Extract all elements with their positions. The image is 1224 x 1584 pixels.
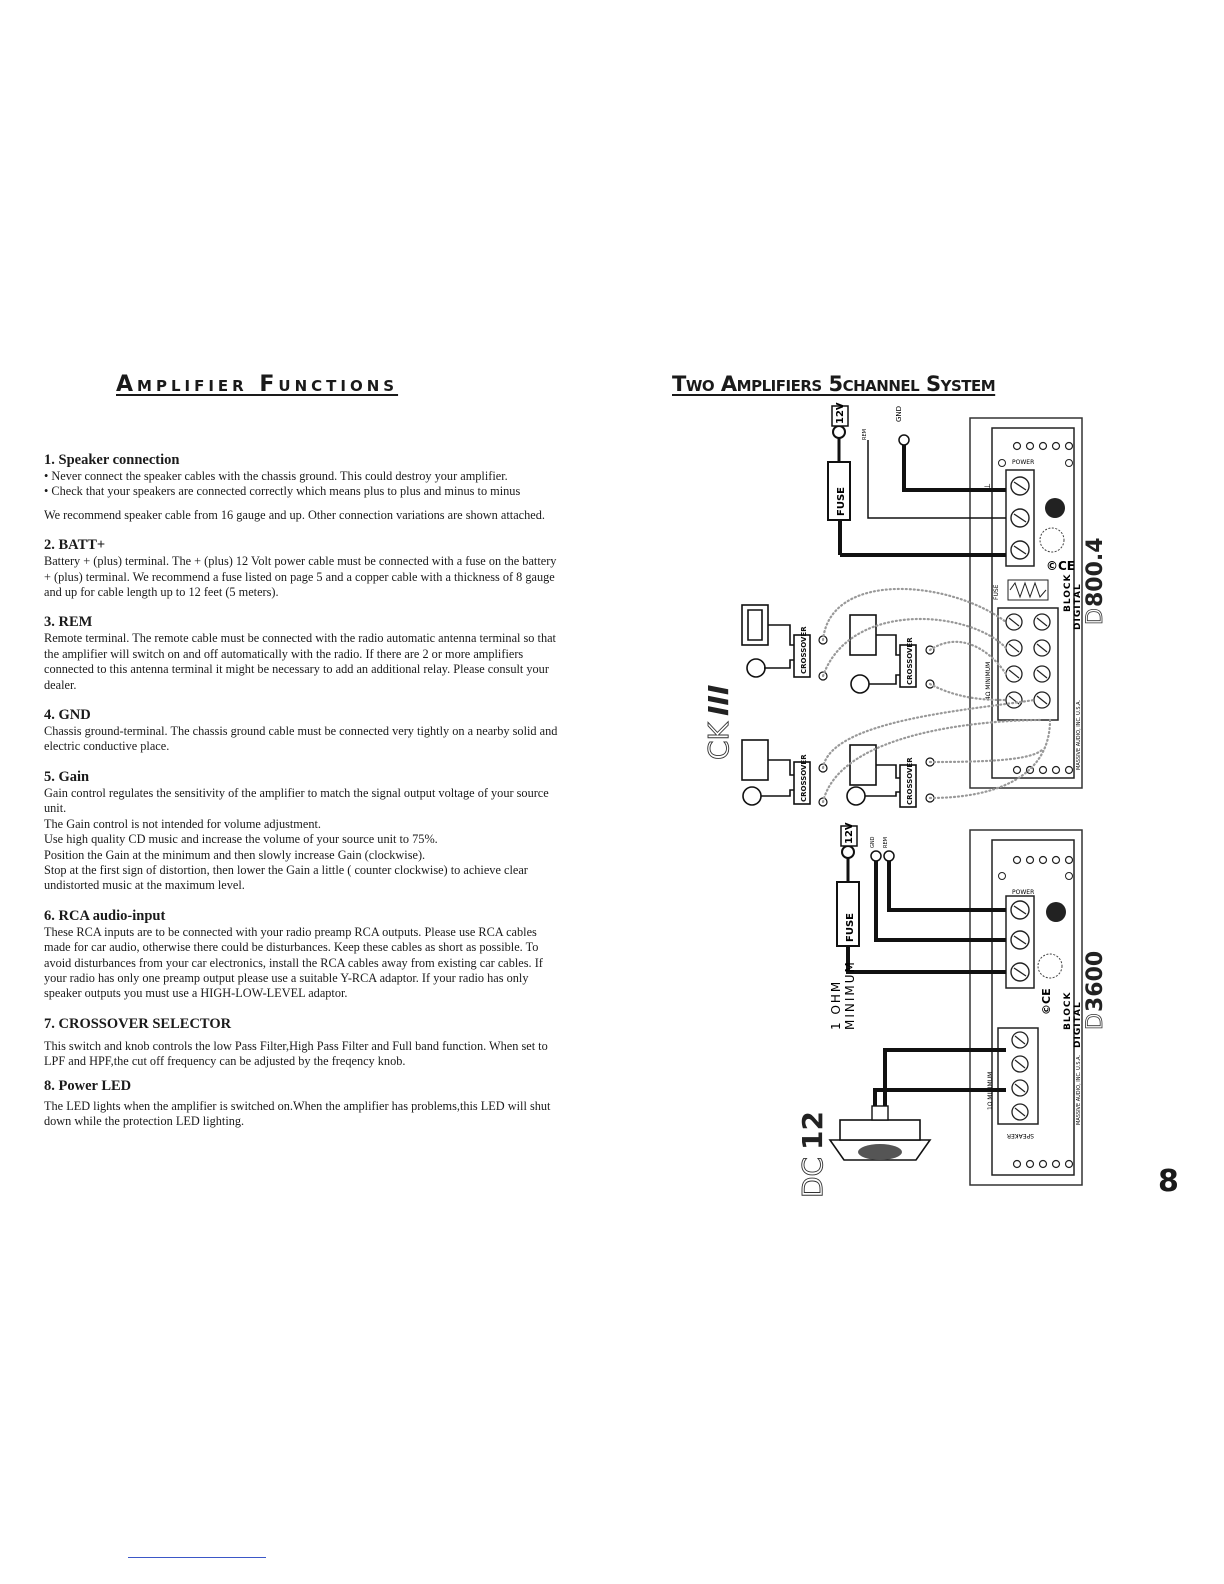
section-crossover [44, 1016, 564, 1070]
speaker-set-ck3 [742, 605, 916, 807]
sub-number: 12 [796, 1111, 829, 1150]
section-paragraph: Chassis ground-terminal. The chassis ground cable must be connected very tightly on a nearby solid and electric conductive place. [44, 724, 558, 754]
section-gain [44, 769, 564, 894]
right-page-title: Two Amplifiers 5channel System [672, 372, 996, 396]
amplifier-d3600 [970, 830, 1108, 1185]
sub-prefix: DC [796, 1156, 829, 1198]
svg-text:©CE: ©CE [1040, 988, 1053, 1015]
model-letter: D [1083, 1013, 1108, 1030]
section-paragraph: We recommend speaker cable from 16 gauge and up. Other connection variations are shown attached. [44, 507, 545, 522]
ohm-line1: 1 OHM [829, 979, 843, 1030]
section-power-led [44, 1078, 564, 1130]
min-label: 4Ω MINIMUM [985, 661, 992, 700]
section-paragraph: These RCA inputs are to be connected with your radio preamp RCA outputs. Please use RCA cables made for car audio, otherwise there could be disturbances. Keep these cables as short as possible. To avoid disturbances from your car electronics, install the RCA cables away from existing car cables. If your radio has only one preamp output please use a suitable Y-RCA adaptor. If your radio has only speaker outputs you must use a HIGH-LOW-LEVEL adaptor. [44, 924, 543, 1001]
amplifier-d800-4 [970, 418, 1108, 788]
section-paragraph: Remote terminal. The remote cable must be connected with the radio automatic antenna terminal so that the amplifier will switch on and off automatically with the radio. If there are 2 or more amplifiers connected to this antenna terminal it might be necessary to add an additional relay. Please consult your dealer. [44, 631, 556, 692]
speaker-set-label [702, 685, 735, 760]
fuse-label: FUSE [993, 584, 1000, 600]
model-number: 3600 [1083, 950, 1108, 1012]
power-label: POWER [1012, 889, 1035, 896]
section-heading: 7. CROSSOVER SELECTOR [44, 1015, 232, 1032]
crossover-label: CROSSOVER [906, 757, 914, 805]
section-heading: 5. Gain [44, 768, 90, 785]
ck-suffix: III [702, 684, 735, 716]
gain-line: Use high quality CD music and increase the volume of your source unit to 75%. [44, 832, 438, 847]
ck-prefix: CK [702, 722, 735, 760]
section-speaker-connection [44, 452, 564, 523]
section-batt [44, 537, 564, 600]
gnd-text: GND [895, 405, 903, 422]
gnd-text: GND [870, 836, 876, 848]
svg-text:©CE: ©CE [1046, 559, 1076, 573]
subwoofer-dc12 [830, 1106, 930, 1160]
crossover-label: CROSSOVER [906, 637, 914, 685]
svg-text:⊥: ⊥ [983, 483, 992, 490]
voltage-text: 12V [844, 822, 855, 844]
section-paragraph: This switch and knob controls the low Pass Filter,High Pass Filter and Full band function. When set to LPF and HPF,the cut off frequency can be adjusted by the freqency knob. [44, 1038, 548, 1069]
section-heading: 4. GND [44, 707, 91, 724]
maker-label: MASSIVE AUDIO, INC. U.S.A. [1076, 1054, 1082, 1125]
gain-line: Gain control regulates the sensitivity of the amplifier to match the signal output voltage of your source unit. [44, 785, 549, 816]
fuse-text: FUSE [845, 913, 856, 942]
section-heading: 2. BATT+ [44, 537, 106, 554]
amplifier-functions-content [44, 452, 564, 1129]
left-page-title: Amplifier Functions [116, 372, 399, 397]
gain-line: Stop at the first sign of distortion, then lower the Gain a little ( counter clockwise) to achieve clear undistorted music at the maximum level. [44, 862, 528, 893]
model-number: 800.4 [1083, 537, 1108, 607]
min-label: 1Ω MINIMUM [987, 1071, 994, 1110]
section-rca [44, 908, 564, 1002]
brand-line1: DIGITAL [1073, 1001, 1083, 1048]
rem-text: REM [862, 429, 868, 440]
maker-label: MASSIVE AUDIO, INC. U.S.A. [1076, 699, 1082, 770]
crossover-label: CROSSOVER [800, 626, 808, 674]
brand-line1: DIGITAL [1073, 583, 1083, 630]
footer-link-line [128, 1557, 266, 1558]
section-heading: 1. Speaker connection [44, 452, 180, 468]
section-gnd [44, 707, 564, 755]
section-heading: 3. REM [44, 614, 93, 631]
bullet-item: • Check that your speakers are connected correctly which means plus to plus and minus to minus [44, 484, 521, 499]
voltage-text: 12V [835, 402, 846, 424]
gain-line: The Gain control is not intended for volume adjustment. [44, 816, 321, 831]
section-heading: 8. Power LED [44, 1077, 132, 1094]
bullet-item: • Never connect the speaker cables with the chassis ground. This could destroy your amplifier. [44, 469, 508, 483]
wiring-diagram [690, 400, 1150, 1200]
brand-line2: BLOCK [1063, 573, 1073, 612]
page-number: 8 [1158, 1164, 1179, 1199]
model-letter: D [1083, 608, 1108, 625]
crossover-label: CROSSOVER [800, 754, 808, 802]
fuse-text: FUSE [836, 487, 847, 516]
ohm-line2: MINIMUM [843, 960, 857, 1030]
rem-text: REM [883, 837, 889, 848]
section-rem [44, 614, 564, 693]
power-label: POWER [1012, 459, 1035, 466]
gain-line: Position the Gain at the minimum and then slowly increase Gain (clockwise). [44, 847, 426, 862]
brand-line2: BLOCK [1063, 991, 1073, 1030]
section-paragraph: Battery + (plus) terminal. The + (plus) 12 Volt power cable must be connected with a fuse on the battery + (plus) terminal. We recommend a fuse listed on page 5 and a copper cable with a thickness of 8 gauge and up for cable length up to 12 feet (5 meters). [44, 554, 557, 600]
speaker-label: SPEAKER [1006, 1132, 1034, 1139]
section-heading: 6. RCA audio-input [44, 907, 166, 924]
section-paragraph: The LED lights when the amplifier is switched on.When the amplifier has problems,this LED will shut down while the protection LED lighting. [44, 1098, 551, 1128]
